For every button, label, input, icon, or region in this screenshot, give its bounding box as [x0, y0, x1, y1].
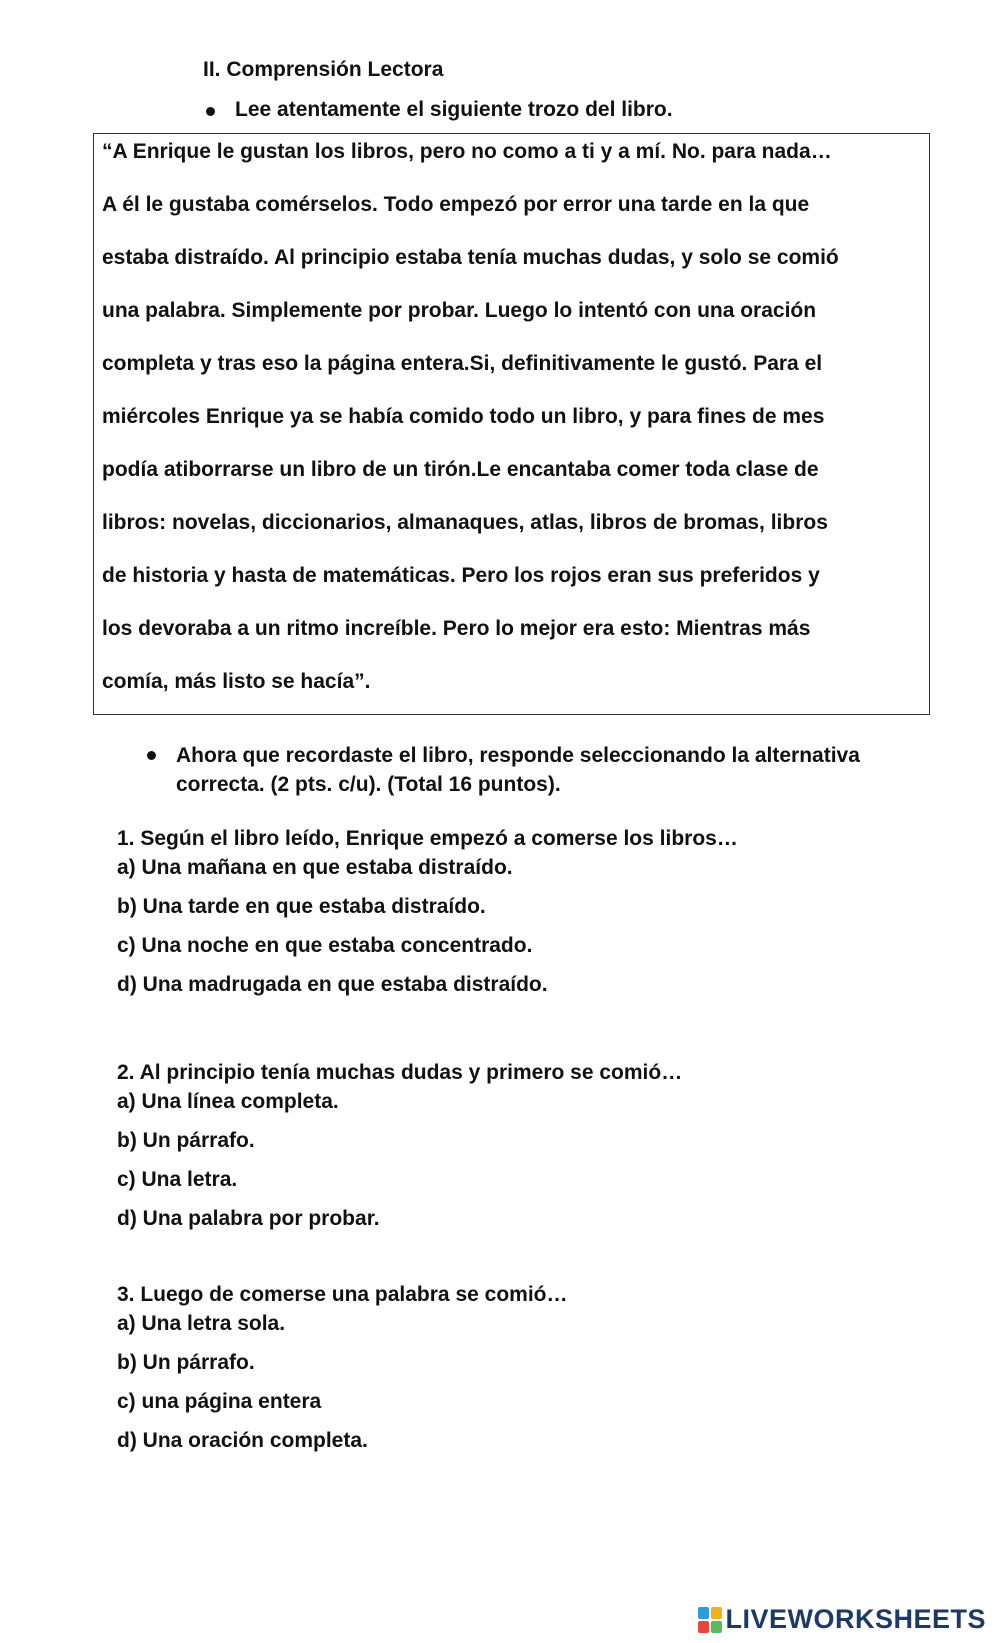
q2-option-d[interactable]: d) Una palabra por probar.	[117, 1207, 380, 1230]
q1-option-d[interactable]: d) Una madrugada en que estaba distraído.	[117, 973, 548, 996]
passage-line: comía, más listo se hacía”.	[102, 670, 371, 693]
instruction-answer-text: Ahora que recordaste el libro, responde seleccionando la alternativa correcta. (2 pts. c/u). (Total 16 puntos).	[176, 744, 860, 796]
question-3	[117, 1280, 567, 1465]
passage-line: A él le gustaba comérselos. Todo empezó por error una tarde en la que	[102, 193, 810, 216]
question-1	[117, 824, 738, 1009]
section-title: II. Comprensión Lectora	[203, 58, 444, 81]
bullet-icon	[206, 107, 215, 116]
logo-square	[698, 1607, 709, 1619]
passage-line: los devoraba a un ritmo increíble. Pero lo mejor era esto: Mientras más	[102, 617, 811, 640]
question-2	[117, 1058, 682, 1243]
logo-square	[698, 1621, 709, 1633]
q1-option-c[interactable]: c) Una noche en que estaba concentrado.	[117, 934, 533, 957]
q2-option-b[interactable]: b) Un párrafo.	[117, 1129, 255, 1152]
q3-option-b[interactable]: b) Un párrafo.	[117, 1351, 255, 1374]
passage-line: estaba distraído. Al principio estaba tenía muchas dudas, y solo se comió	[102, 246, 839, 269]
question-1-title: 1. Según el libro leído, Enrique empezó a comerse los libros…	[117, 827, 738, 850]
passage-line: miércoles Enrique ya se había comido todo un libro, y para fines de mes	[102, 405, 825, 428]
passage-line: libros: novelas, diccionarios, almanaques, atlas, libros de bromas, libros	[102, 511, 828, 534]
q2-option-c[interactable]: c) Una letra.	[117, 1168, 238, 1191]
q1-option-a[interactable]: a) Una mañana en que estaba distraído.	[117, 856, 513, 879]
instruction-read	[206, 98, 673, 122]
logo-text: LIVEWORKSHEETS	[725, 1604, 986, 1634]
q3-option-a[interactable]: a) Una letra sola.	[117, 1312, 286, 1335]
q3-option-d[interactable]: d) Una oración completa.	[117, 1429, 368, 1452]
question-3-title: 3. Luego de comerse una palabra se comió…	[117, 1283, 568, 1306]
passage-line: completa y tras eso la página entera.Si, definitivamente le gustó. Para el	[102, 352, 823, 375]
passage-line: de historia y hasta de matemáticas. Pero los rojos eran sus preferidos y	[102, 564, 820, 587]
passage-line: una palabra. Simplemente por probar. Luego lo intentó con una oración	[102, 299, 817, 322]
passage-line: podía atiborrarse un libro de un tirón.Le encantaba comer toda clase de	[102, 458, 819, 481]
instruction-answer	[147, 741, 947, 799]
question-2-title: 2. Al principio tenía muchas dudas y primero se comió…	[117, 1061, 683, 1084]
passage-line: “A Enrique le gustan los libros, pero no como a ti y a mí. No. para nada…	[102, 140, 832, 163]
q3-option-c[interactable]: c) una página entera	[117, 1390, 322, 1413]
q2-option-a[interactable]: a) Una línea completa.	[117, 1090, 339, 1113]
q1-option-b[interactable]: b) Una tarde en que estaba distraído.	[117, 895, 486, 918]
bullet-icon	[147, 751, 156, 760]
reading-passage-box	[93, 133, 930, 715]
liveworksheets-logo[interactable]	[698, 1604, 986, 1635]
logo-square	[711, 1607, 722, 1619]
instruction-read-text: Lee atentamente el siguiente trozo del libro.	[235, 98, 673, 121]
logo-square	[711, 1621, 722, 1633]
liveworksheets-logo-icon	[698, 1607, 722, 1633]
